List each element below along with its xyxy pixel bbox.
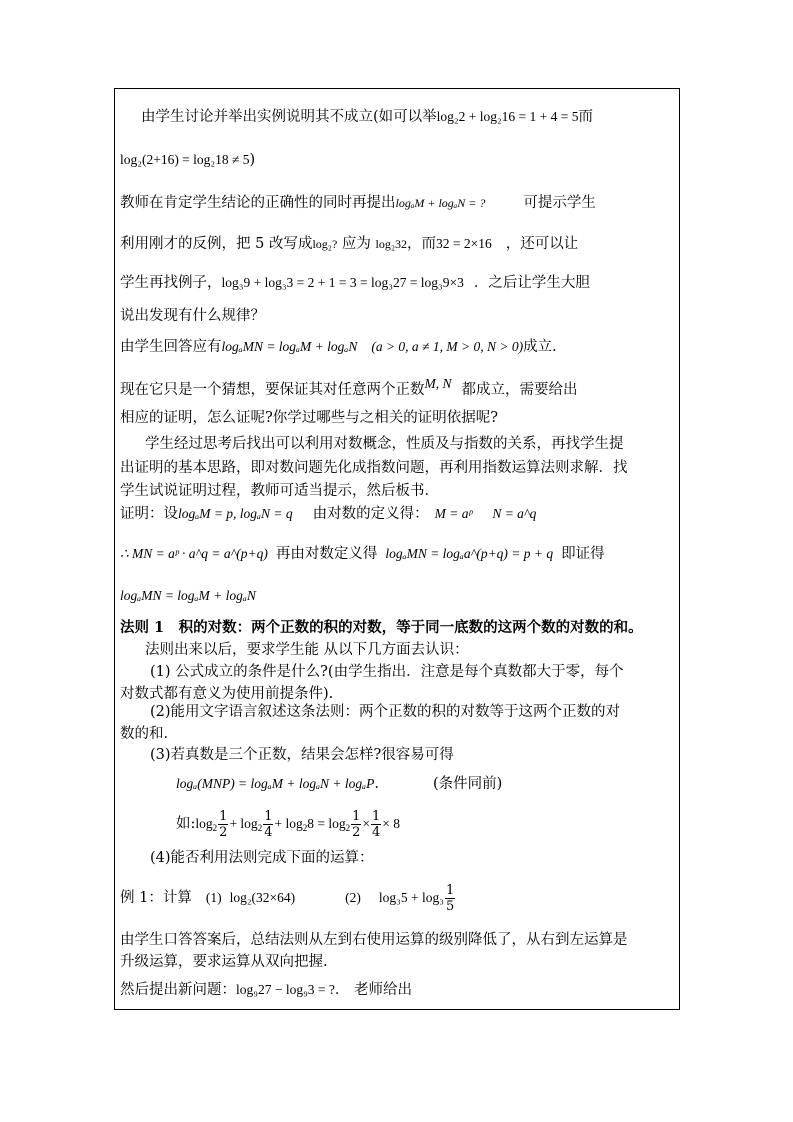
math: log₂(32×64) (229, 890, 296, 905)
text: 法则 1 积的对数：两个正数的积的对数，等于同一底数的这两个数的对数的和。 (120, 619, 643, 636)
text: 出证明的基本思路，即对数问题先化成指数问题，再利用指数运算法则求解．找 (120, 460, 628, 476)
line-19 (120, 684, 333, 704)
text: 现在它只是一个猜想，要保证其对任意两个正数 (120, 382, 425, 398)
text: 即证得 (561, 546, 605, 562)
math: N = a^q (492, 506, 537, 521)
line-1 (141, 107, 593, 127)
math: log₂2 + log₂16 = 1 + 4 = 5 (436, 109, 579, 124)
rule-1-heading (120, 618, 643, 638)
text: ) (249, 152, 256, 168)
line-2 (120, 150, 255, 170)
text: 数的和． (120, 726, 178, 742)
line-3 (120, 193, 596, 213)
fraction: $\frac{1}{4}$ (264, 808, 273, 840)
line-14 (120, 544, 605, 564)
line-18 (150, 662, 624, 682)
line-17 (145, 640, 469, 660)
text: 学生经过思考后找出可以利用对数概念，性质及与指数的关系，再找学生提 (145, 436, 624, 452)
line-25 (150, 848, 374, 868)
text: 升级运算，要求运算从双向把握. (120, 954, 328, 970)
math: log₉27 − log₉3 = ? (236, 982, 335, 997)
math: M, N (424, 376, 452, 391)
math: logₐ(MNP) = logₐM + logₐN + logₐP (176, 776, 375, 791)
text: 相应的证明，怎么证呢?你学过哪些与之相关的证明依据呢? (120, 410, 499, 426)
math: logₐMN = logₐa^(p+q) = p + q (385, 546, 554, 561)
text: 教师在肯定学生结论的正确性的同时再提出 (120, 195, 396, 211)
line-24: 如$:\log_2$ $\frac{1}{2}$ + $\log_2$ $\frac{1}{4}$ + $\log_28 = \log_2$ $\frac{1}{2}$ × $\frac{1}{4}$ × 8 (176, 808, 401, 840)
text: 可提示学生 (523, 195, 596, 211)
math: log₂? (312, 237, 338, 251)
text: 对数式都有意义为使用前提条件). (120, 686, 334, 702)
line-13 (120, 504, 536, 524)
line-21 (120, 724, 178, 744)
text: 由学生口答答案后，总结法则从左到右使用运算的级别降低了，从右到左运算是 (120, 932, 628, 948)
math: M = aᵖ (434, 506, 473, 521)
text: 然后提出新问题： (120, 982, 236, 998)
line-15 (120, 586, 256, 606)
math: log₃5 + log₃ (378, 890, 444, 905)
math: 32 = 2×16 (436, 236, 492, 251)
text: (3)若真数是三个正数，结果会怎样?很容易可得 (150, 747, 454, 763)
text: (条件同前) (432, 776, 503, 792)
fraction: $\frac{1}{2}$ (219, 808, 228, 840)
math: log₂32 (375, 237, 408, 251)
math: (a > 0, a ≠ 1, M > 0, N > 0) (371, 339, 524, 354)
line-9 (120, 408, 498, 428)
text: 由学生讨论并举出实例说明其不成立(如可以举 (141, 109, 437, 125)
fraction: $\frac{1}{4}$ (372, 808, 381, 840)
fraction: $\frac{1}{5}$ (445, 882, 455, 914)
line-8 (120, 376, 578, 400)
math: (2) (345, 890, 361, 905)
text: 学生试说证明过程，教师可适当提示，然后板书． (120, 483, 439, 499)
text: (2)能用文字语言叙述这条法则：两个正数的积的对数等于这两个正数的对 (150, 704, 621, 720)
line-23: logₐ(MNP) = logₐM + logₐN + logₐP. (条件同前) (176, 776, 503, 792)
line-22 (150, 745, 454, 765)
text: 而 (578, 109, 594, 125)
text: ，还可以让 (505, 236, 579, 252)
text: 应为 (341, 236, 371, 252)
line-20 (150, 702, 620, 722)
text: 例 1：计算 (120, 890, 192, 906)
math: logₐM + logₐN = ? (395, 196, 486, 210)
text: (1) 公式成立的条件是什么?(由学生指出．注意是每个真数都大于零，每个 (150, 664, 624, 680)
line-6 (120, 306, 265, 326)
line-28 (120, 952, 328, 972)
text: 成立. (523, 339, 557, 355)
line-12 (120, 481, 439, 501)
line-7 (120, 337, 557, 357)
text: 说出发现有什么规律？ (120, 308, 265, 324)
math: (1) (205, 890, 222, 905)
line-4 (120, 234, 578, 254)
line-11 (120, 458, 628, 478)
math: log₃9 + log₃3 = 2 + 1 = 3 = log₃27 = log₃9×3 (221, 275, 464, 290)
text: 法则出来以后，要求学生能 从以下几方面去认识： (145, 642, 469, 658)
text: 由学生回答应有 (120, 339, 222, 355)
text: ，而 (407, 236, 437, 252)
line-5 (120, 273, 590, 293)
text: 都成立，需要给出 (461, 382, 578, 398)
fraction: $\frac{1}{2}$ (352, 808, 361, 840)
line-10 (145, 434, 624, 454)
line-26 (120, 880, 456, 916)
math: logₐM = p, logₐN = q (178, 506, 293, 521)
math: logₐMN = logₐM + logₐN (221, 339, 358, 354)
math: log₂(2+16) = log₂18 ≠ 5 (120, 152, 250, 167)
line-27 (120, 930, 628, 950)
text: 如: (176, 816, 196, 832)
text: 再由对数定义得 (275, 546, 378, 562)
math: logₐMN = logₐM + logₐN (120, 588, 256, 603)
line-29 (120, 980, 412, 1000)
text: 学生再找例子， (120, 275, 222, 291)
text: 由对数的定义得： (312, 506, 429, 522)
text: ．之后让学生大胆 (473, 275, 590, 291)
text: 利用刚才的反例，把 5 改写成 (120, 236, 313, 252)
text: (4)能否利用法则完成下面的运算： (150, 850, 374, 866)
text: 证明：设 (120, 506, 178, 522)
math: ∴ MN = aᵖ · a^q = a^(p+q) (120, 546, 268, 561)
text: ． 老师给出 (334, 982, 412, 998)
